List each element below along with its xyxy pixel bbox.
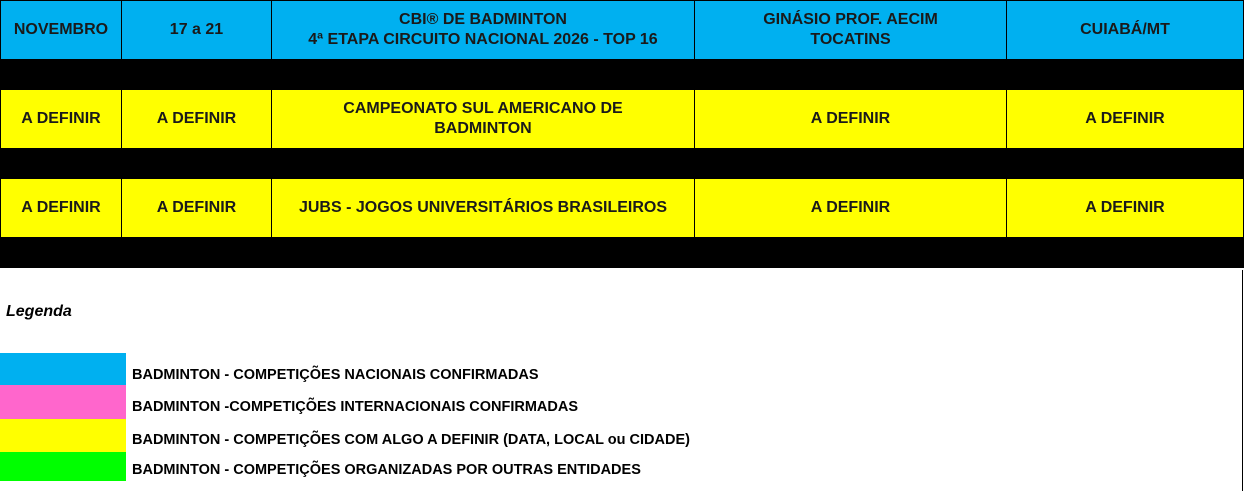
event-city-cell[interactable] xyxy=(1007,1,1244,60)
legend-swatch-undefined xyxy=(0,419,126,452)
event-dates: 17 a 21 xyxy=(169,21,224,38)
event-name-line-1: CBI® DE BADMINTON xyxy=(399,11,567,28)
event-venue-line-1: GINÁSIO PROF. AECIM xyxy=(763,11,938,28)
event-city-cell[interactable] xyxy=(1007,179,1244,238)
event-month: NOVEMBRO xyxy=(13,21,109,38)
event-dates-cell[interactable] xyxy=(122,1,272,60)
legend-label-international: BADMINTON -COMPETIÇÕES INTERNACIONAIS CONFIRMADAS xyxy=(132,399,579,415)
legend-swatch-international xyxy=(0,385,126,419)
separator-cell xyxy=(1,60,1244,90)
event-name-line-1: JUBS - JOGOS UNIVERSITÁRIOS BRASILEIROS xyxy=(298,199,668,216)
event-venue-cell[interactable] xyxy=(695,179,1007,238)
event-city: A DEFINIR xyxy=(1085,110,1165,127)
legend-swatch-other-entities xyxy=(0,452,126,481)
event-name-cell[interactable] xyxy=(272,1,695,60)
event-name-line-2: 4ª ETAPA CIRCUITO NACIONAL 2026 - TOP 16 xyxy=(308,31,658,48)
legend-label-undefined: BADMINTON - COMPETIÇÕES COM ALGO A DEFINIR (DATA, LOCAL ou CIDADE) xyxy=(132,432,690,448)
legend-label-national: BADMINTON - COMPETIÇÕES NACIONAIS CONFIRMADAS xyxy=(132,367,539,383)
event-row-0 xyxy=(1,1,1244,60)
legend-item-other-entities xyxy=(0,452,900,484)
legend-label-other-entities: BADMINTON - COMPETIÇÕES ORGANIZADAS POR OUTRAS ENTIDADES xyxy=(132,462,641,478)
event-dates-cell[interactable] xyxy=(122,90,272,149)
sheet-right-border xyxy=(1242,270,1243,491)
event-city-cell[interactable] xyxy=(1007,90,1244,149)
legend-item-national xyxy=(0,353,900,385)
event-row-2 xyxy=(1,179,1244,238)
event-city: A DEFINIR xyxy=(1085,199,1165,216)
legend-item-international xyxy=(0,385,900,417)
event-name-line-2: BADMINTON xyxy=(434,120,532,137)
legend-title: Legenda xyxy=(6,303,72,320)
separator-row xyxy=(1,149,1244,179)
event-name-line-1: CAMPEONATO SUL AMERICANO DE xyxy=(343,100,623,117)
event-venue-cell[interactable] xyxy=(695,1,1007,60)
event-dates: A DEFINIR xyxy=(156,110,237,127)
event-month: A DEFINIR xyxy=(21,199,101,216)
legend-item-undefined xyxy=(0,419,900,451)
event-month-cell[interactable] xyxy=(1,90,122,149)
event-name-cell[interactable] xyxy=(272,90,695,149)
event-name-cell[interactable] xyxy=(272,179,695,238)
separator-row xyxy=(1,238,1244,268)
event-month-cell[interactable] xyxy=(1,179,122,238)
event-month: A DEFINIR xyxy=(21,110,101,127)
event-venue-line-1: A DEFINIR xyxy=(810,110,891,127)
separator-cell xyxy=(1,238,1244,268)
legend-swatch-national xyxy=(0,353,126,385)
separator-cell xyxy=(1,149,1244,179)
event-venue-line-1: A DEFINIR xyxy=(810,199,891,216)
event-venue-cell[interactable] xyxy=(695,90,1007,149)
event-dates: A DEFINIR xyxy=(156,199,237,216)
event-dates-cell[interactable] xyxy=(122,179,272,238)
event-venue-line-2: TOCATINS xyxy=(810,31,891,48)
event-row-1 xyxy=(1,90,1244,149)
separator-row xyxy=(1,60,1244,90)
event-month-cell[interactable] xyxy=(1,1,122,60)
event-city: CUIABÁ/MT xyxy=(1080,21,1170,38)
